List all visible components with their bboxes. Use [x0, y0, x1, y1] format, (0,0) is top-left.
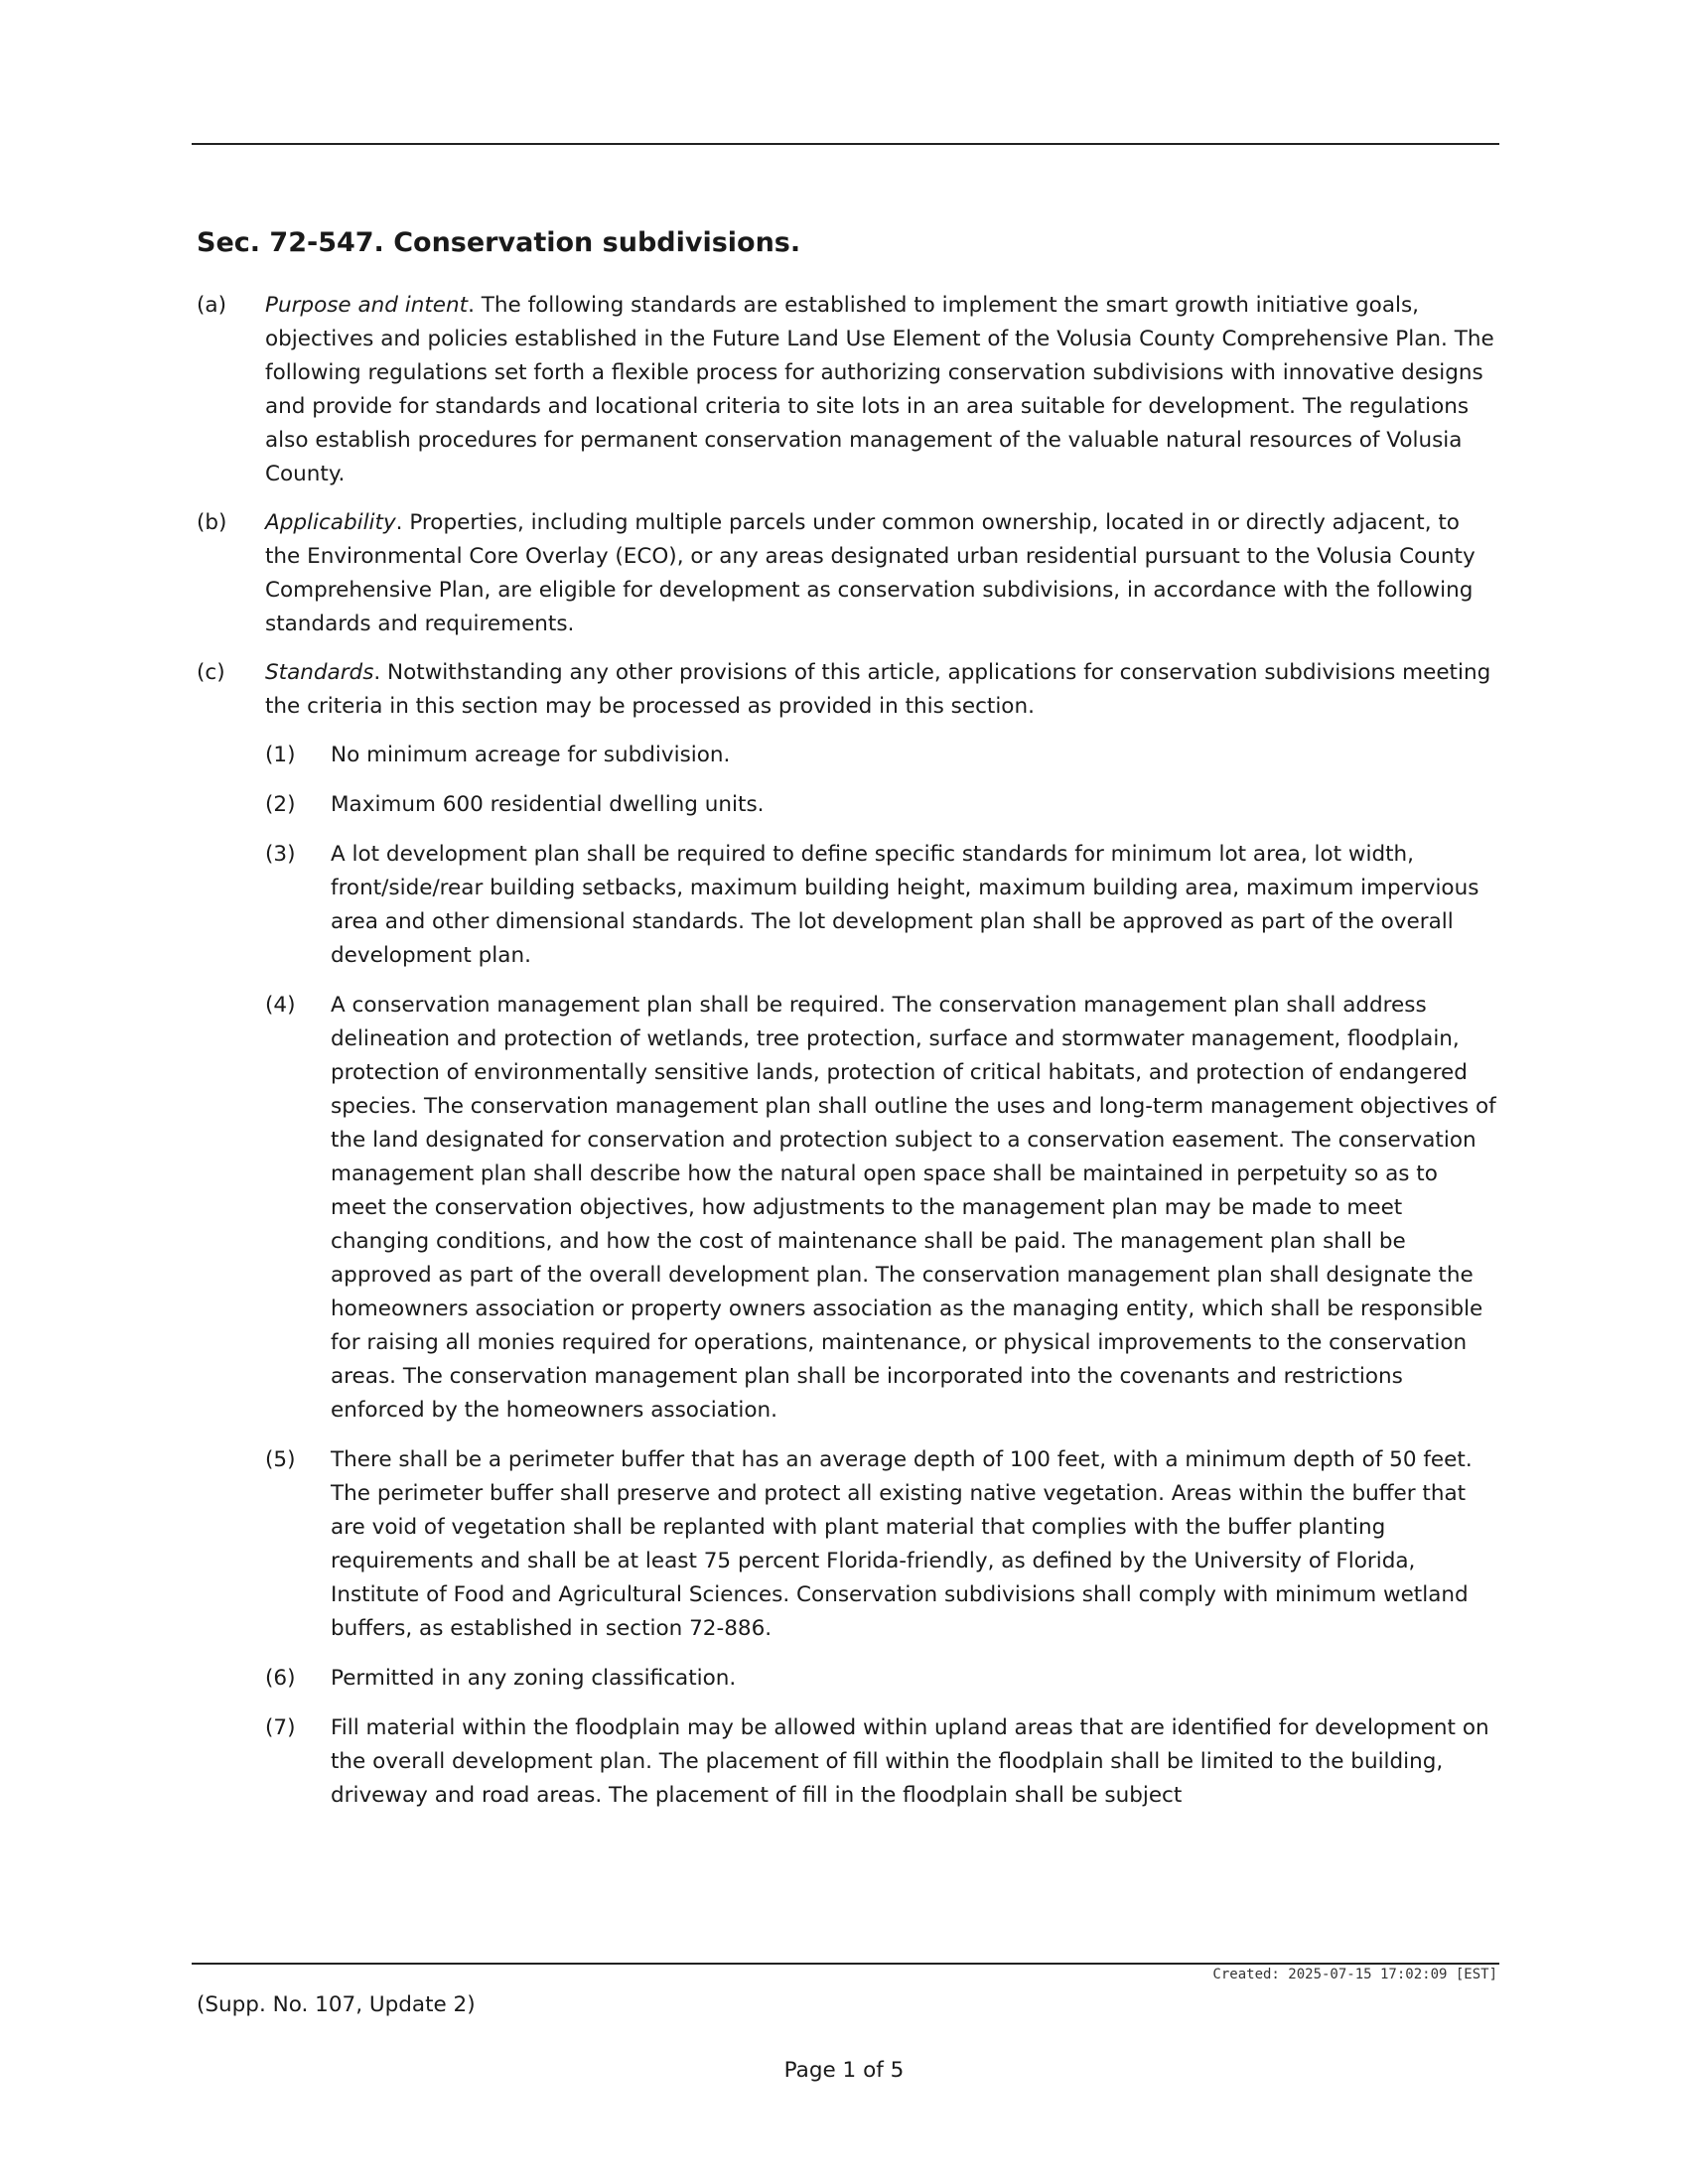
page-number: Page 1 of 5 [783, 2058, 905, 2083]
header-rule [192, 143, 1499, 145]
item-number: (5) [265, 1447, 296, 1472]
list-item [265, 1662, 1499, 1696]
item-text: A lot development plan shall be required to define specific standards for minimum lot area, lot width, front/side/rear building setbacks, maximum building height, maximum building area, maximum impervious area and other dimensional standards. The lot development plan shall be approved as part of the overall development plan. [331, 842, 1479, 968]
item-text: No minimum acreage for subdivision. [331, 743, 731, 767]
item-text: There shall be a perimeter buffer that has an average depth of 100 feet, with a minimum depth of 50 feet. The perimeter buffer shall preserve and protect all existing native vegetation. Areas within the buffer that are void of vegetation shall be replanted with plant material that complies with the buffer planting requirements and shall be at least 75 percent Florida-friendly, as defined by the University of Florida, Institute of Food and Agricultural Sciences. Conservation subdivisions shall comply with minimum wetland buffers, as established in section 72-886. [331, 1447, 1473, 1641]
item-number: (7) [265, 1715, 296, 1740]
created-timestamp: Created: 2025-07-15 17:02:09 [EST] [1212, 1967, 1497, 1982]
paragraph-text: . The following standards are established to implement the smart growth initiative goals, objectives and policies established in the Future Land Use Element of the Volusia County Comprehensive Plan. The following regulations set forth a flexible process for authorizing conservation subdivisions with innovative designs and provide for standards and locational criteria to site lots in an area suitable for development. The regulations also establish procedures for permanent conservation management of the valuable natural resources of Volusia County. [265, 293, 1494, 486]
paragraph-body [265, 656, 1499, 724]
standards-list [265, 739, 1499, 1813]
item-text: Maximum 600 residential dwelling units. [331, 792, 765, 817]
list-item [265, 1711, 1499, 1813]
item-text: A conservation management plan shall be required. The conservation management plan shall address delineation and protection of wetlands, tree protection, surface and stormwater management, floodplain, protection of environmentally sensitive lands, protection of critical habitats, and protection of endangered species. The conservation management plan shall outline the uses and long-term management objectives of the land designated for conservation and protection subject to a conservation easement. The conservation management plan shall describe how the natural open space shall be maintained in perpetuity so as to meet the conservation objectives, how adjustments to the management plan may be made to meet changing conditions, and how the cost of maintenance shall be paid. The management plan shall be approved as part of the overall development plan. The conservation management plan shall designate the homeowners association or property owners association as the managing entity, which shall be responsible for raising all monies required for operations, maintenance, or physical improvements to the conservation areas. The conservation management plan shall be incorporated into the covenants and restrictions enforced by the homeowners association. [331, 993, 1496, 1423]
paragraph-label: (b) [197, 510, 227, 535]
paragraph-heading: Purpose and intent [265, 293, 469, 318]
item-number: (6) [265, 1666, 296, 1691]
footer-rule [192, 1963, 1499, 1965]
list-item [265, 739, 1499, 772]
paragraph-c [197, 656, 1499, 724]
paragraph-b [197, 506, 1499, 641]
paragraph-body [265, 506, 1499, 641]
paragraph-body [265, 289, 1499, 491]
list-item [265, 1443, 1499, 1646]
list-item [265, 788, 1499, 822]
paragraph-heading: Applicability [265, 510, 396, 535]
item-number: (1) [265, 743, 296, 767]
section-title: Sec. 72-547. Conservation subdivisions. [197, 227, 801, 258]
item-number: (2) [265, 792, 296, 817]
list-item [265, 838, 1499, 973]
paragraph-label: (a) [197, 293, 226, 318]
item-text: Fill material within the floodplain may be allowed within upland areas that are identified for development on the overall development plan. The placement of fill within the floodplain shall be limited to the building, driveway and road areas. The placement of fill in the floodplain shall be subject [331, 1715, 1489, 1808]
item-number: (3) [265, 842, 296, 867]
paragraph-a [197, 289, 1499, 491]
item-text: Permitted in any zoning classification. [331, 1666, 737, 1691]
paragraph-text: . Properties, including multiple parcels under common ownership, located in or directly adjacent, to the Environmental Core Overlay (ECO), or any areas designated urban residential pursuant to the Volusia County Comprehensive Plan, are eligible for development as conservation subdivisions, in accordance with the following standards and requirements. [265, 510, 1476, 636]
paragraph-text: . Notwithstanding any other provisions of this article, applications for conservation subdivisions meeting the criteria in this section may be processed as provided in this section. [265, 660, 1491, 719]
supplement-note: (Supp. No. 107, Update 2) [197, 1992, 476, 2017]
paragraph-label: (c) [197, 660, 225, 685]
paragraph-heading: Standards [265, 660, 374, 685]
item-number: (4) [265, 993, 296, 1018]
document-body [197, 289, 1499, 1829]
list-item [265, 989, 1499, 1428]
